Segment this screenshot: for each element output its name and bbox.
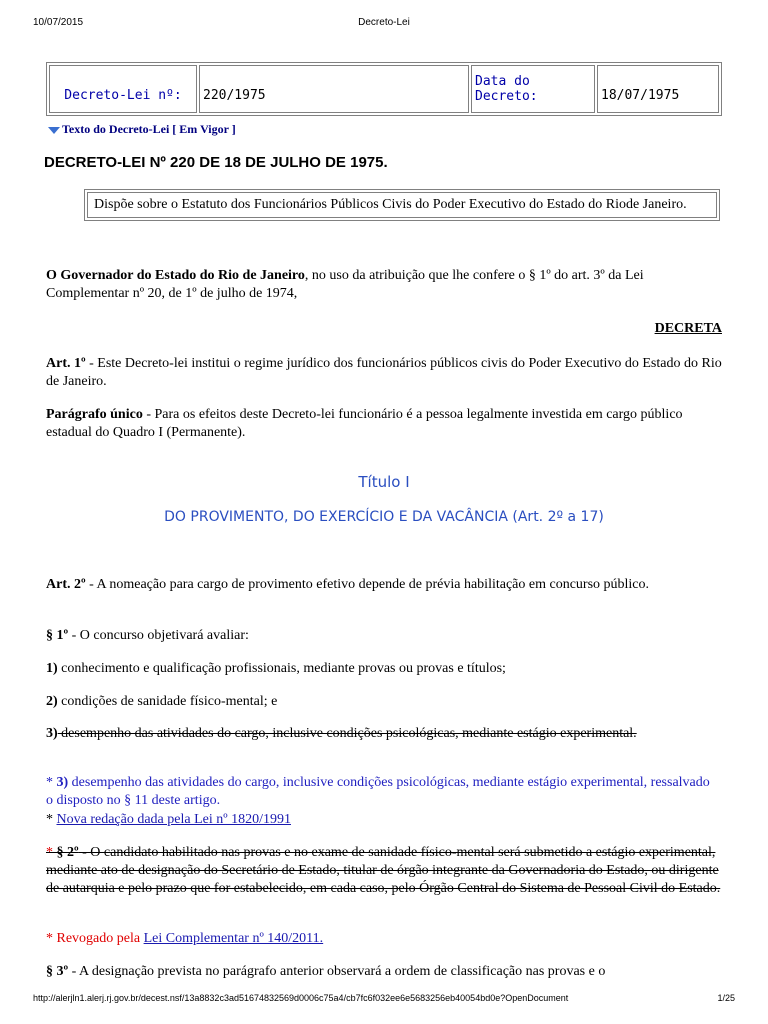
decree-number-label: Decreto-Lei nº: [49, 65, 197, 113]
print-url: http://alerjln1.alerj.rj.gov.br/decest.nsf/13a8832c3ad51674832569d0006c75a4/cb7fc6f032ee6e5683256eb40054bd0e?OpenDocument [33, 993, 569, 1003]
ementa-text: Dispõe sobre o Estatuto dos Funcionários Públicos Civis do Poder Executivo do Estado do Riode Janeiro. [87, 192, 717, 218]
print-header [33, 17, 735, 29]
section-label: Texto do Decreto-Lei [ Em Vigor ] [62, 122, 236, 136]
article-1: Art. 1º - Este Decreto-lei institui o regime jurídico dos funcionários públicos civis do Poder Executivo do Estado do Rio de Janeiro. [46, 356, 722, 389]
print-footer [33, 993, 735, 1005]
ementa-box [84, 189, 720, 221]
print-page: 1/25 [717, 993, 735, 1003]
item-1: 1) conhecimento e qualificação profissionais, mediante provas ou provas e títulos; [46, 661, 506, 676]
note-new-wording: * Nova redação dada pela Lei nº 1820/1991 [46, 812, 291, 827]
article-2: Art. 2º - A nomeação para cargo de provimento efetivo depende de prévia habilitação em concurso público. [46, 577, 650, 592]
triangle-down-icon [48, 127, 60, 134]
note-revoked: * Revogado pela Lei Complementar nº 140/2011. [46, 931, 324, 946]
paragraph-1: § 1º - O concurso objetivará avaliar: [46, 628, 249, 643]
preamble: O Governador do Estado do Rio de Janeiro, no uso da atribuição que lhe confere o § 1º do art. 3º da Lei Complementar nº 20, de 1º de julho de 1974, [46, 268, 644, 301]
lc-140-link[interactable]: Lei Complementar nº 140/2011. [143, 931, 324, 946]
item-3-new: * 3) desempenho das atividades do cargo, inclusive condições psicológicas, mediante estágio experimental, ressalvado o disposto no § 11 deste artigo. [46, 775, 710, 808]
decreta-heading: DECRETA [654, 321, 722, 336]
decree-number-value: 220/1975 [199, 65, 469, 113]
subtitle-heading: DO PROVIMENTO, DO EXERCÍCIO E DA VACÂNCIA (Art. 2º a 17) [164, 509, 604, 525]
document-title: DECRETO-LEI Nº 220 DE 18 DE JULHO DE 1975. [44, 154, 388, 171]
print-date: 10/07/2015 [33, 17, 84, 28]
item-3-revoked: 3) desempenho das atividades do cargo, inclusive condições psicológicas, mediante estágio experimental. [46, 726, 637, 741]
decree-header-table [46, 62, 722, 116]
paragraph-3: § 3º - A designação prevista no parágrafo anterior observará a ordem de classificação nas provas e o [46, 964, 606, 979]
law-1820-link[interactable]: Nova redação dada pela Lei nº 1820/1991 [56, 812, 291, 827]
paragraph-2-revoked: * § 2º - O candidato habilitado nas provas e no exame de sanidade físico-mental será submetido a estágio experimental, mediante ato de designação do Secretário de Estado, titular de órgão integrante da Governadoria do Estado, ou dirigente de autarquia e pelo prazo que for estabelecido, em cada caso, pelo Órgão Central do Sistema de Pessoal Civil do Estado. [46, 845, 721, 896]
decree-date-label: Data do Decreto: [471, 65, 595, 113]
section-toggle[interactable] [48, 122, 236, 137]
title-heading: Título I [358, 473, 410, 491]
paragraph-unico: Parágrafo único - Para os efeitos deste Decreto-lei funcionário é a pessoa legalmente investida em cargo público estadual do Quadro I (Permanente). [46, 407, 683, 440]
print-title: Decreto-Lei [358, 17, 410, 28]
item-2: 2) condições de sanidade físico-mental; e [46, 694, 278, 709]
decree-date-value: 18/07/1975 [597, 65, 719, 113]
